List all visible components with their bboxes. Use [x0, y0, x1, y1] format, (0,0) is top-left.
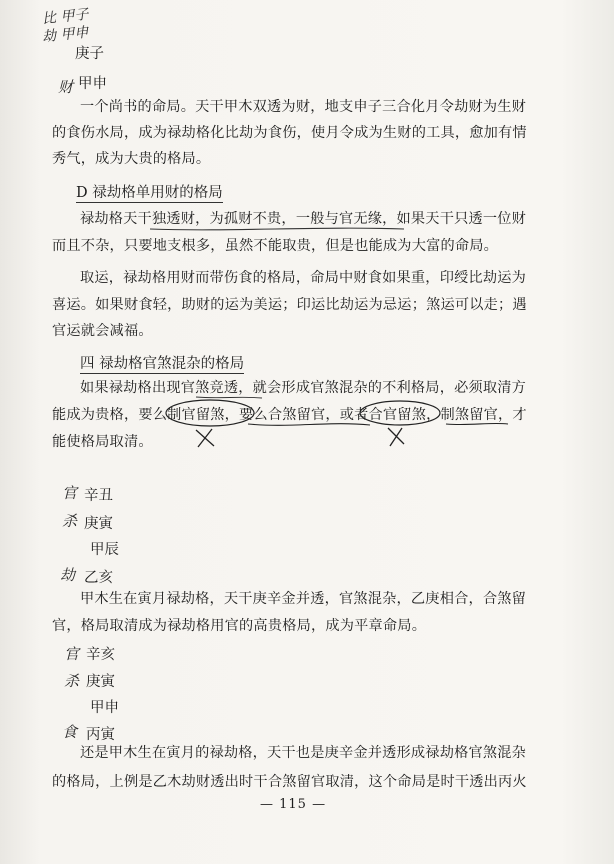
- pen-x-mark-1: [196, 429, 214, 447]
- example1-pillar-1: 辛丑: [84, 488, 113, 504]
- block1-line-1: 一个尚书的命局。天干甲木双透为财，地支申子三合化月令劫财为生财: [80, 99, 527, 115]
- handwritten-note-1: 比 甲子: [41, 6, 90, 28]
- page-number: — 115 —: [260, 797, 327, 812]
- margin-note-guan-2: 官: [64, 645, 80, 663]
- margin-note-jie: 劫: [60, 566, 76, 584]
- margin-note-sha-1: 杀: [62, 512, 78, 530]
- margin-note-guan-1: 官: [62, 484, 78, 502]
- section-d-line-3: 取运，禄劫格用财而带伤食的格局，命局中财食如果重，印绶比劫运为: [80, 270, 527, 286]
- handwritten-note-2: 劫 甲申: [41, 24, 90, 46]
- example2-pillar-2: 庚寅: [86, 674, 115, 690]
- margin-note-sha-2: 杀: [64, 672, 80, 690]
- example2-line-1: 还是甲木生在寅月的禄劫格，天干也是庚辛金并透形成禄劫格官煞混杂: [80, 745, 527, 761]
- section-4-line-2: 能成为贵格，要么制官留煞，要么合煞留官，或者合官留煞，制煞留官，才: [52, 407, 527, 423]
- section-d-line-5: 官运就会减福。: [52, 323, 153, 339]
- section-d-heading: D 禄劫格单用财的格局: [76, 181, 223, 203]
- example2-line-2: 的格局，上例是乙木劫财透出时干合煞留官取清，这个命局是时干透出丙火: [52, 774, 527, 790]
- example1-line-1: 甲木生在寅月禄劫格，天干庚辛金并透，官煞混杂，乙庚相合，合煞留: [80, 591, 527, 607]
- section-4-line-1: 如果禄劫格出现官煞竞透，就会形成官煞混杂的不利格局，必须取清方: [80, 380, 527, 396]
- example2-pillar-4: 丙寅: [86, 727, 115, 743]
- pillar-gengzi: 庚子: [75, 46, 104, 62]
- example1-pillar-2: 庚寅: [84, 516, 113, 532]
- pillar-jiashen: 甲申: [78, 76, 107, 92]
- section-4-heading: 四 禄劫格官煞混杂的格局: [80, 352, 244, 374]
- margin-note-cai: 财: [58, 78, 74, 96]
- margin-note-shi: 食: [62, 723, 78, 741]
- example2-pillar-1: 辛亥: [86, 647, 115, 663]
- block1-line-3: 秀气，成为大贵的格局。: [52, 151, 211, 167]
- pen-x-mark-2: [388, 428, 404, 446]
- example1-pillar-3: 甲辰: [90, 542, 119, 558]
- example2-pillar-3: 甲申: [90, 700, 119, 716]
- section-d-line-4: 喜运。如果财食轻，助财的运为美运；印运比劫运为忌运；煞运可以走；遇: [52, 297, 527, 313]
- section-d-line-1: 禄劫格天干独透财，为孤财不贵，一般与官无缘，如果天干只透一位财: [80, 211, 527, 227]
- block1-line-2: 的食伤水局，成为禄劫格化比劫为食伤，使月令成为生财的工具，愈加有情: [52, 125, 527, 141]
- example1-pillar-4: 乙亥: [84, 570, 113, 586]
- example1-line-2: 官，格局取清成为禄劫格用官的高贵格局，成为平章命局。: [52, 618, 427, 634]
- section-d-line-2: 而且不杂，只要地支根多，虽然不能取贵，但是也能成为大富的命局。: [52, 238, 499, 254]
- section-4-line-3: 能使格局取清。: [52, 434, 153, 450]
